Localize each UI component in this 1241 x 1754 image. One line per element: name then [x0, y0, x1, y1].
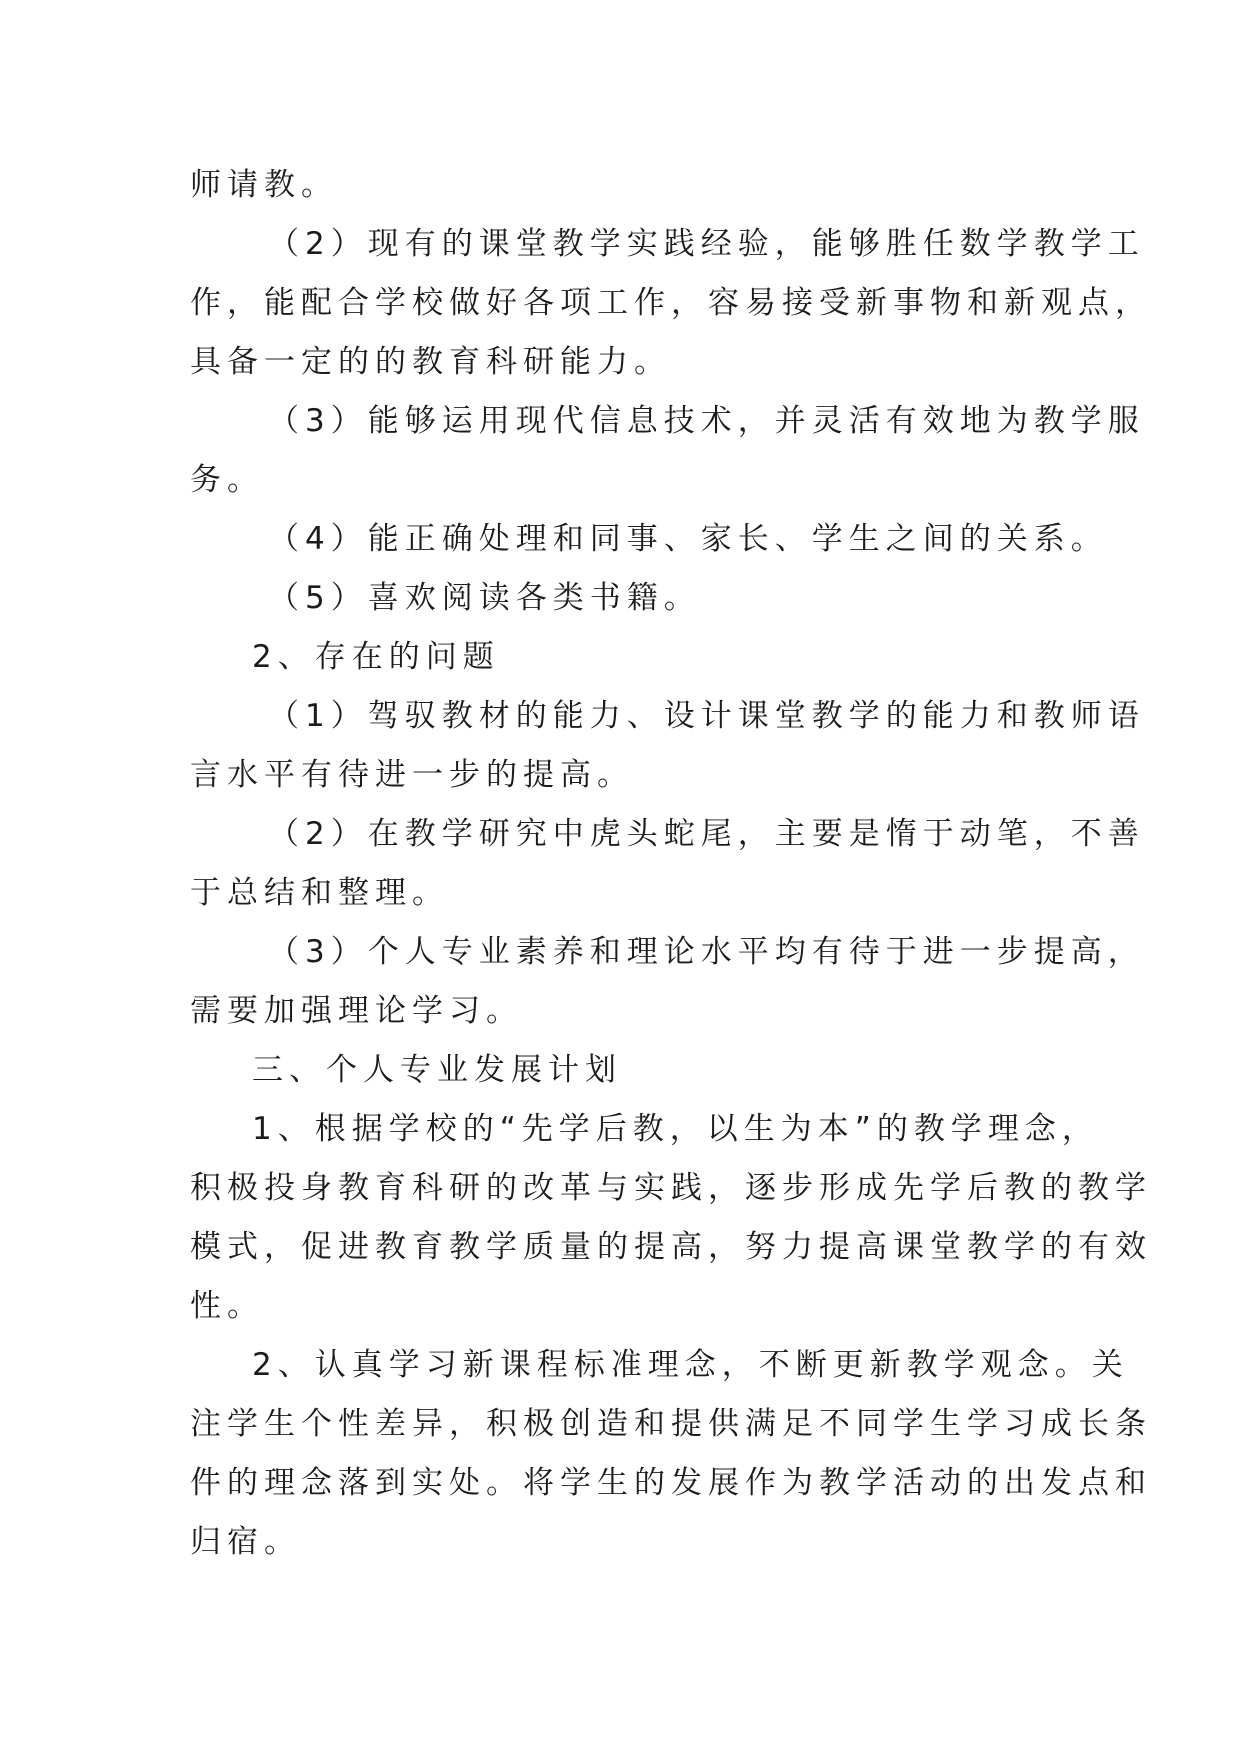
body-text [190, 156, 1152, 1572]
text-line: （2）现有的课堂教学实践经验，能够胜任数学教学工 [268, 226, 1145, 262]
text-line: （2）在教学研究中虎头蛇尾，主要是惰于动笔，不善 [268, 816, 1145, 852]
text-line: 积极投身教育科研的改革与实践，逐步形成先学后教的教学 [190, 1170, 1152, 1206]
text-line: 师请教。 [190, 167, 338, 203]
text-line: 件的理念落到实处。将学生的发展作为教学活动的出发点和 [190, 1465, 1152, 1501]
text-line: （5）喜欢阅读各类书籍。 [268, 580, 701, 616]
text-line: 言水平有待进一步的提高。 [190, 757, 634, 793]
text-line: 2、认真学习新课程标准理念，不断更新教学观念。关 [252, 1347, 1129, 1383]
text-line: 归宿。 [190, 1524, 301, 1560]
text-line: 具备一定的的教育科研能力。 [190, 344, 671, 380]
text-line: 2、存在的问题 [252, 639, 500, 675]
text-line: 作，能配合学校做好各项工作，容易接受新事物和新观点， [190, 285, 1152, 321]
text-line: 需要加强理论学习。 [190, 993, 523, 1029]
text-line: 于总结和整理。 [190, 875, 449, 911]
text-line: 模式，促进教育教学质量的提高，努力提高课堂教学的有效 [190, 1229, 1152, 1265]
text-line: 1、根据学校的“先学后教，以生为本”的教学理念， [252, 1111, 1099, 1147]
text-line: 三、个人专业发展计划 [252, 1052, 622, 1088]
text-line: （1）驾驭教材的能力、设计课堂教学的能力和教师语 [268, 698, 1145, 734]
text-line: （3）能够运用现代信息技术，并灵活有效地为教学服 [268, 403, 1145, 439]
text-line: （3）个人专业素养和理论水平均有待于进一步提高， [268, 934, 1145, 970]
text-line: 注学生个性差异，积极创造和提供满足不同学生学习成长条 [190, 1406, 1152, 1442]
text-line: 务。 [190, 462, 264, 498]
text-line: （4）能正确处理和同事、家长、学生之间的关系。 [268, 521, 1108, 557]
text-line: 性。 [190, 1288, 264, 1324]
